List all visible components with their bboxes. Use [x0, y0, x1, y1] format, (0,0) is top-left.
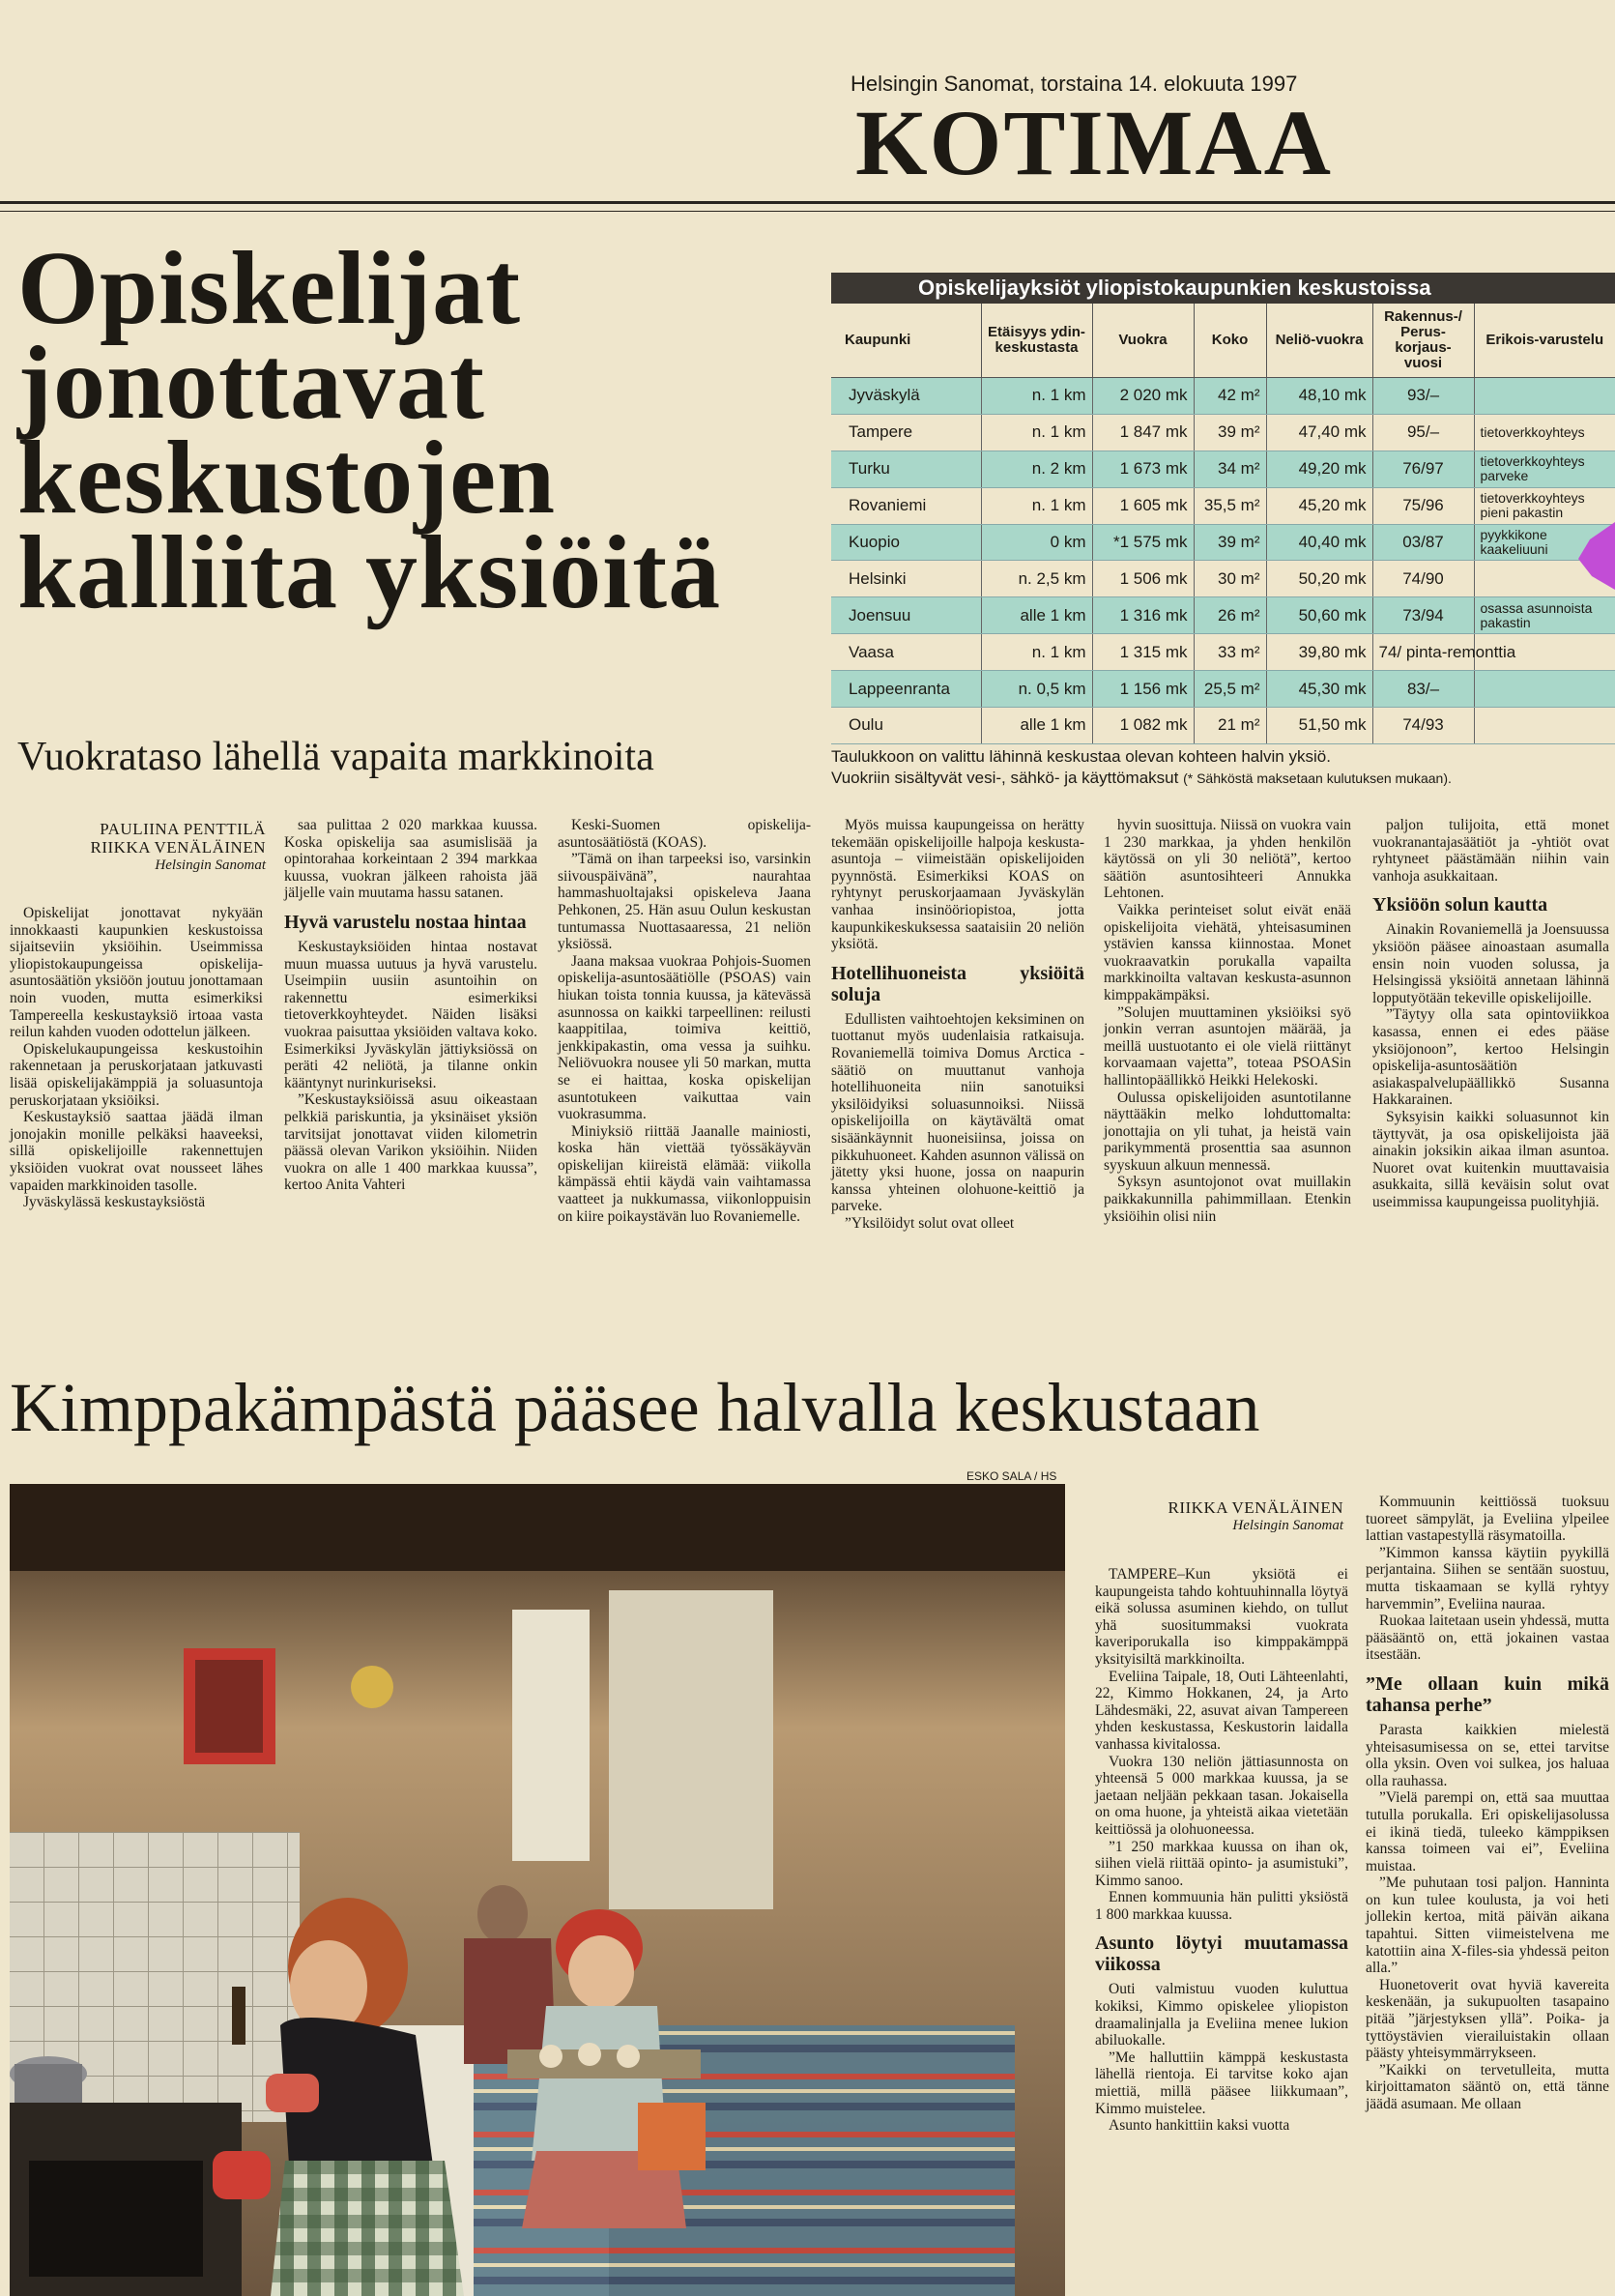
table-cell: Jyväskylä: [831, 378, 981, 415]
table-footnote: [831, 746, 1615, 789]
article-column: [284, 817, 537, 1194]
footnote-text: Vuokriin sisältyvät vesi-, sähkö- ja käyttömaksut: [831, 769, 1179, 787]
author-name: PAULIINA PENTTILÄ: [100, 820, 266, 838]
table-cell: Vaasa: [831, 634, 981, 671]
table-row: [831, 524, 1615, 561]
table-cell: 30 m²: [1194, 561, 1266, 597]
byline: [48, 820, 266, 875]
article-column: [1095, 1566, 1348, 2135]
article-column: [10, 905, 263, 1211]
column-header: Erikois-varustelu: [1474, 304, 1615, 378]
section-heading: Asunto löytyi muutamassa viikossa: [1095, 1933, 1348, 1976]
table-cell: pyykkikone kaakeliuuni: [1474, 524, 1615, 561]
table-cell: [1474, 671, 1615, 708]
table-cell: 51,50 mk: [1266, 708, 1372, 744]
table-cell: 40,40 mk: [1266, 524, 1372, 561]
photo-credit: ESKO SALA / HS: [966, 1469, 1057, 1483]
table-cell: Joensuu: [831, 597, 981, 634]
paragraph: Jyväskylässä keskustayksiöstä: [23, 1194, 206, 1211]
byline-org: Helsingin Sanomat: [1232, 1518, 1343, 1533]
paragraph: hyvin suosittuja. Niissä on vuokra vain 1 230 markkaa, ja yhden henkilön käytössä on yli 30 neliötä”, kertoo säätiön asuntosihteeri Annukka Lehtonen.: [1104, 817, 1351, 902]
table-cell: 1 316 mk: [1092, 597, 1194, 634]
table-cell: n. 2,5 km: [981, 561, 1092, 597]
table-cell: 39,80 mk: [1266, 634, 1372, 671]
table-cell: n. 1 km: [981, 414, 1092, 450]
table-cell: alle 1 km: [981, 708, 1092, 744]
table-cell: 0 km: [981, 524, 1092, 561]
headline-line: Opiskelijat: [17, 231, 522, 346]
table-row: [831, 487, 1615, 524]
paragraph: Keskustayksiöiden hintaa nostavat muun muassa uutuus ja hyvä varustelu. Useimpiin uusiin asuntoihin on rakennettu esimerkiksi tietoverkkoyhteydet. Näiden lisäksi vuokraa paisuttaa yksiöiden valtava koko. Esimerkiksi Jyväskylän jättiyksiössä on peräti 42 neliötä, ja tilanne onkin kääntynyt nurinkuriseksi.: [284, 938, 537, 1091]
article-column: [1104, 817, 1351, 1225]
paragraph: ”Vielä parempi on, että saa muuttaa tutulla porukalla. Eri opiskelijasolussa ei ikinä tiedä, tuleeko kämppiksen kanssa toimeen vai ei”, Eveliina muistaa.: [1366, 1789, 1609, 1875]
table-cell: 25,5 m²: [1194, 671, 1266, 708]
table-cell: Helsinki: [831, 561, 981, 597]
paragraph: paljon tulijoita, että monet vuokranantajasäätiöt ja -yhtiöt ovat ryhtyneet päästämään niihin vain vanhoja asukkaitaan.: [1372, 817, 1609, 885]
table-row: [831, 414, 1615, 450]
table-cell: Turku: [831, 450, 981, 487]
table-cell: 74/93: [1372, 708, 1474, 744]
paragraph: ”Kimmon kanssa käytiin pyykillä perjantaina. Siihen se sentään suostuu, mutta tiskaamaan se kyllä ryhtyy harvemmin”, Eveliina nauraa.: [1366, 1544, 1609, 1613]
paragraph: Opiskelukaupungeissa keskustoihin rakennetaan ja peruskorjataan jatkuvasti lisää opiskelijakämppiä ja soluasuntoja peruskorjataan yksiöiksi.: [10, 1040, 263, 1109]
table-title: Opiskelijayksiöt yliopistokaupunkien keskustoissa: [831, 273, 1615, 304]
section-title: KOTIMAA: [855, 91, 1333, 194]
table-cell: n. 1 km: [981, 378, 1092, 415]
table-cell: Lappeenranta: [831, 671, 981, 708]
table-header-row: [831, 304, 1615, 378]
table-cell: 1 156 mk: [1092, 671, 1194, 708]
table-cell: 1 315 mk: [1092, 634, 1194, 671]
table-cell: n. 1 km: [981, 634, 1092, 671]
author-name: RIIKKA VENÄLÄINEN: [90, 838, 266, 857]
paragraph: Syksyn asuntojonot ovat muillakin paikkakunnilla pahimmillaan. Etenkin yksiöihin olisi niin: [1104, 1174, 1351, 1225]
table-cell: 45,30 mk: [1266, 671, 1372, 708]
table-cell: 47,40 mk: [1266, 414, 1372, 450]
table-row: [831, 597, 1615, 634]
footnote-line: Taulukkoon on valittu lähinnä keskustaa olevan kohteen halvin yksiö.: [831, 747, 1331, 766]
column-header: Vuokra: [1092, 304, 1194, 378]
second-headline: Kimppakämpästä pääsee halvalla keskustaan: [10, 1369, 1260, 1446]
author-name: RIIKKA VENÄLÄINEN: [1168, 1498, 1343, 1517]
table-cell: n. 1 km: [981, 487, 1092, 524]
table-cell: tietoverkkoyhteys: [1474, 414, 1615, 450]
table-cell: n. 2 km: [981, 450, 1092, 487]
table-cell: 33 m²: [1194, 634, 1266, 671]
section-heading: Hotellihuoneista yksiöitä soluja: [831, 962, 1084, 1005]
rent-table: [831, 273, 1615, 744]
table-grid: [831, 304, 1615, 744]
table-cell: 34 m²: [1194, 450, 1266, 487]
table-cell: 1 673 mk: [1092, 450, 1194, 487]
table-cell: 74/ pinta-remonttia: [1372, 634, 1474, 671]
table-cell: 75/96: [1372, 487, 1474, 524]
paragraph: ”Tämä on ihan tarpeeksi iso, varsinkin siivouspäivänä”, naurahtaa hammashuoltajaksi opiskeleva Jaana Pehkonen, 25. Hän asuu Oulun keskustan tuntumassa Nuottasaaressa, 21 neliön yksiössä.: [558, 851, 811, 953]
table-cell: Oulu: [831, 708, 981, 744]
table-cell: n. 0,5 km: [981, 671, 1092, 708]
paragraph: Miniyksiö riittää Jaanalle mainiosti, koska hän viettää työssäkäyvän opiskelijan kiireistä elämää: viikolla kämpässä ehtii käydä vain vaihtamassa vaatteet ja nukkumassa, viikonloppuisin on kiire poikaystävän luo Rovaniemelle.: [558, 1122, 811, 1225]
table-row: [831, 708, 1615, 744]
headline-line: jonottavat: [17, 326, 485, 441]
table-cell: 45,20 mk: [1266, 487, 1372, 524]
table-cell: 48,10 mk: [1266, 378, 1372, 415]
article-column: [558, 817, 811, 1225]
column-header: Rakennus-/ Perus-korjaus-vuosi: [1372, 304, 1474, 378]
table-cell: Kuopio: [831, 524, 981, 561]
table-cell: 1 082 mk: [1092, 708, 1194, 744]
paragraph: Eveliina Taipale, 18, Outi Lähteenlahti, 22, Kimmo Hokkanen, 24, ja Arto Lähdesmäki, 22, asuvat aivan Tampereen yhden keskustassa, Keskustorin laidalla vanhassa kivitalossa.: [1095, 1668, 1348, 1753]
table-cell: 21 m²: [1194, 708, 1266, 744]
paragraph: Opiskelijat jonottavat nykyään innokkaasti kaupunkien keskustoissa sijaitseviin yksiöihin. Useimmissa yliopistokaupungeissa opiskelija-asuntosäätiön yksiöön joutuu jonottamaan noin vuoden, mutta esimerkiksi Tampereella keskustayksiö irtoaa vasta reilun kahden vuoden odottelun jälkeen.: [10, 905, 263, 1041]
byline-org: Helsingin Sanomat: [155, 857, 266, 873]
table-cell: 1 506 mk: [1092, 561, 1194, 597]
photo-illustration: [10, 1484, 1065, 2296]
table-row: [831, 561, 1615, 597]
table-cell: 1 605 mk: [1092, 487, 1194, 524]
table-cell: 83/–: [1372, 671, 1474, 708]
paragraph: ”Yksilöidyt solut ovat olleet: [845, 1214, 1015, 1232]
paragraph: Edullisten vaihtoehtojen keksiminen on tuottanut myös uudenlaisia ratkaisuja. Rovaniemellä toimiva Domus Arctica -säätiö on muuttanut vanhoja hotellihuoneita niin sanotuiksi yksilöidyiksi soluasunnoiksi. Niissä opiskelijoilla on käytävältä omat sisäänkäynnit huoneisiinsa, joissa on pikkuhuoneet. Kahden asunnon välissä on jätetty yksi huone, jossa on naapurin kanssa yhteinen olohuone-keittiö ja parveke.: [831, 1010, 1084, 1215]
section-heading: Hyvä varustelu nostaa hintaa: [284, 911, 527, 933]
table-cell: [1474, 708, 1615, 744]
article-column: [1366, 1494, 1609, 2113]
table-cell: 39 m²: [1194, 414, 1266, 450]
article-column: [1372, 817, 1609, 1210]
headline-line: keskustojen: [17, 421, 557, 536]
table-cell: alle 1 km: [981, 597, 1092, 634]
paragraph: Parasta kaikkien mielestä yhteisasumisessa on se, ettei tarvitse olla yksin. Oven voi sulkea, jos haluaa olla rauhassa.: [1366, 1721, 1609, 1789]
headline-line: kalliita yksiöitä: [17, 515, 722, 630]
subheadline: Vuokrataso lähellä vapaita markkinoita: [17, 735, 654, 779]
column-header: Kaupunki: [831, 304, 981, 378]
paragraph: ”Kaikki on tervetulleita, mutta kirjoittamaton sääntö on, että tänne jäädä asumaan. Me ollaan: [1366, 2061, 1609, 2112]
paragraph: Ruokaa laitetaan usein yhdessä, mutta pääsääntö on, että jokainen vastaa itsestään.: [1366, 1613, 1609, 1664]
table-cell: *1 575 mk: [1092, 524, 1194, 561]
top-rule: [0, 201, 1615, 204]
table-cell: 42 m²: [1194, 378, 1266, 415]
table-cell: 49,20 mk: [1266, 450, 1372, 487]
paragraph: Keskustayksiö saattaa jäädä ilman jonojakin monille pelkäksi haaveeksi, sillä opiskelijoille rakennettujen yksiöiden vuokrat ovat nousseet lähes vapaiden markkinoiden tasolle.: [10, 1109, 263, 1194]
paragraph: Vaikka perinteiset solut eivät enää opiskelijoita viehätä, yhteisasuminen ystävien kanssa kiinnostaa. Monet vuokraavatkin porukalla vapailta markkinoilta valtavan keskusta-asunnon kimppakämpäksi.: [1104, 901, 1351, 1003]
paragraph: Ainakin Rovaniemellä ja Joensuussa yksiöön pääsee ainoastaan asumalla ensin noin vuoden solussa, ja Helsingissä yksiöitä annetaan lähinnä lopputyötään tekeville opiskelijoille.: [1372, 921, 1609, 1006]
section-heading: ”Me ollaan kuin mikä tahansa perhe”: [1366, 1672, 1609, 1716]
paragraph: Asunto hankittiin kaksi vuotta: [1109, 2117, 1290, 2135]
table-cell: [1474, 378, 1615, 415]
table-cell: osassa asunnoista pakastin: [1474, 597, 1615, 634]
table-cell: 39 m²: [1194, 524, 1266, 561]
column-header: Etäisyys ydin-keskustasta: [981, 304, 1092, 378]
dateline: Helsingin Sanomat, torstaina 14. elokuuta 1997: [851, 72, 1298, 96]
paragraph: ”Me halluttiin kämppä keskustasta lähellä rientoja. Ei tarvitse koko ajan miettiä, millä pääsee liikkumaan”, Kimmo muistelee.: [1095, 2049, 1348, 2117]
paragraph: TAMPERE–Kun yksiötä ei kaupungeista tahdo kohtuuhinnalla löytyä eikä solussa asuminen kiehdo, on tullut yhä suositummaksi vuokrata kaveriporukalla iso kimppakämppä yksityisiltä markkinoilta.: [1095, 1566, 1348, 1668]
table-cell: tietoverkkoyhteys parveke: [1474, 450, 1615, 487]
paragraph: ”Keskustayksiöissä asuu oikeastaan pelkkiä pariskuntia, ja yksinäiset yksiön tarvitsijat jonottavat viiden kilometrin päässä olevan Varikon yksiöihin. Niiden vuokra on alle 1 400 markkaa kuussa”, kertoo Anita Vahteri: [284, 1091, 537, 1194]
paragraph: saa pulittaa 2 020 markkaa kuussa. Koska opiskelija saa asumislisää ja opintorahaa korkeintaan 2 394 markkaa kuussa, vuokran jälkeen rahoista jää jäljelle vain muutama hassu satanen.: [284, 817, 537, 902]
paragraph: Keski-Suomen opiskelija-asuntosäätiöstä (KOAS).: [558, 817, 811, 851]
column-header: Neliö-vuokra: [1266, 304, 1372, 378]
table-cell: 26 m²: [1194, 597, 1266, 634]
table-cell: Rovaniemi: [831, 487, 981, 524]
table-row: [831, 634, 1615, 671]
paragraph: Myös muissa kaupungeissa on herätty tekemään opiskelijoille halpoja keskusta-asuntoja – viimeistään opiskelijoiden pyynnöstä. Esimerkiksi KOAS on ryhtynyt peruskorjaamaan Jyväskylän vanhaa insinööriopistoa, jotta kaupunkikeskuksessa saataisiin 20 neliön yksiötä.: [831, 817, 1084, 953]
footnote-line: [831, 768, 1615, 789]
top-rule-thin: [0, 211, 1615, 212]
footnote-asterisk: (* Sähköstä maksetaan kulutuksen mukaan).: [1183, 770, 1452, 786]
paragraph: ”Me puhutaan tosi paljon. Hanninta on kun tulee koulusta, ja voi heti jollekin kertoa, mitä päivän aikana tapahtui. Sitten viimeistelvena me katottiin aina X-files-sia yhdessä peiton alla.”: [1366, 1875, 1609, 1977]
byline: [1102, 1498, 1343, 1535]
table-cell: 2 020 mk: [1092, 378, 1194, 415]
table-cell: 76/97: [1372, 450, 1474, 487]
main-headline: [17, 231, 829, 630]
highlighter-mark: [1571, 522, 1615, 590]
paragraph: ”Solujen muuttaminen yksiöiksi syö jonkin verran asuntojen määrää, ja meillä uustuotanto ei ole vielä riittänyt korvaamaan vajetta”, toteaa PSOASin hallintopäällikkö Heikki Helekoski.: [1104, 1003, 1351, 1089]
table-cell: Tampere: [831, 414, 981, 450]
table-cell: 95/–: [1372, 414, 1474, 450]
paragraph: Ennen kommuunia hän pulitti yksiöstä 1 800 markkaa kuussa.: [1095, 1889, 1348, 1923]
table-cell: 93/–: [1372, 378, 1474, 415]
table-cell: 35,5 m²: [1194, 487, 1266, 524]
table-cell: 50,20 mk: [1266, 561, 1372, 597]
table-cell: 73/94: [1372, 597, 1474, 634]
table-row: [831, 671, 1615, 708]
paragraph: Kommuunin keittiössä tuoksuu tuoreet sämpylät, ja Eveliina ylpeilee lattian vastapestyllä räsymatoilla.: [1366, 1494, 1609, 1545]
paragraph: Outi valmistuu vuoden kuluttua kokiksi, Kimmo opiskelee yliopiston draamalinjalla ja Eveliina menee lukion abiluokalle.: [1095, 1981, 1348, 2049]
table-row: [831, 450, 1615, 487]
table-cell: 03/87: [1372, 524, 1474, 561]
paragraph: Huonetoverit ovat hyviä kavereita keskenään, ja sukupuolten tasapaino pitää ”järjestyksen yllä”. Poika- ja tyttöystävien vierailuistakin ollaan päästy yhteisymmärrykseen.: [1366, 1976, 1609, 2062]
paragraph: Jaana maksaa vuokraa Pohjois-Suomen opiskelija-asuntosäätiölle (PSOAS) vain hiukan toista tonnia kuussa, ja kätevässä asunnossa on kaikki tarpeellinen: reilusti kaappitilaa, toimiva keittiö, jenkkipakastin, oma vessa ja suihku. Neliövuokra nousee yli 50 markan, mutta se ei haittaa, koska opiskelijan asuntotukeen vaikuttaa vain vuokrasumma.: [558, 952, 811, 1123]
table-cell: 50,60 mk: [1266, 597, 1372, 634]
article-column: [831, 817, 1084, 1232]
paragraph: ”1 250 markkaa kuussa on ihan ok, siihen vielä riittää opinto- ja asumistuki”, Kimmo sanoo.: [1095, 1838, 1348, 1889]
kitchen-photo: [10, 1484, 1065, 2296]
paragraph: Vuokra 130 neliön jättiasunnosta on yhteensä 5 000 markkaa kuussa, ja se jaetaan neljään pekkaan tasan. Jokaisella on oma huone, ja yhteistä aikaa vietetään keittiössä ja olohuoneessa.: [1095, 1753, 1348, 1838]
paragraph: Oulussa opiskelijoiden asuntotilanne näyttääkin melko lohduttomalta: jonottajia on yli tuhat, ja heistä vain parikymmentä prosenttia saa asunnon syyskuun alkuun mennessä.: [1104, 1089, 1351, 1174]
table-row: [831, 378, 1615, 415]
table-cell: 1 847 mk: [1092, 414, 1194, 450]
paragraph: ”Täytyy olla sata opintoviikkoa kasassa, ennen ei edes pääse yksiöjonoon”, kertoo Helsingin opiskelija-asuntosäätiön asiakaspalvelupäällikkö Susanna Hakkarainen.: [1372, 1006, 1609, 1109]
table-cell: 74/90: [1372, 561, 1474, 597]
table-cell: tietoverkkoyhteys pieni pakastin: [1474, 487, 1615, 524]
section-heading: Yksiöön solun kautta: [1372, 894, 1548, 916]
paragraph: Syksyisin kaikki soluasunnot kin täyttyvät, ja osa opiskelijoista jää ainakin joksikin aikaa ilman asuntoa. Nuoret ovat kuitenkin muuttavaisia asukkaita, sillä keväisin solut ovat useimmissa kaupungeissa puolityhjiä.: [1372, 1108, 1609, 1210]
column-header: Koko: [1194, 304, 1266, 378]
